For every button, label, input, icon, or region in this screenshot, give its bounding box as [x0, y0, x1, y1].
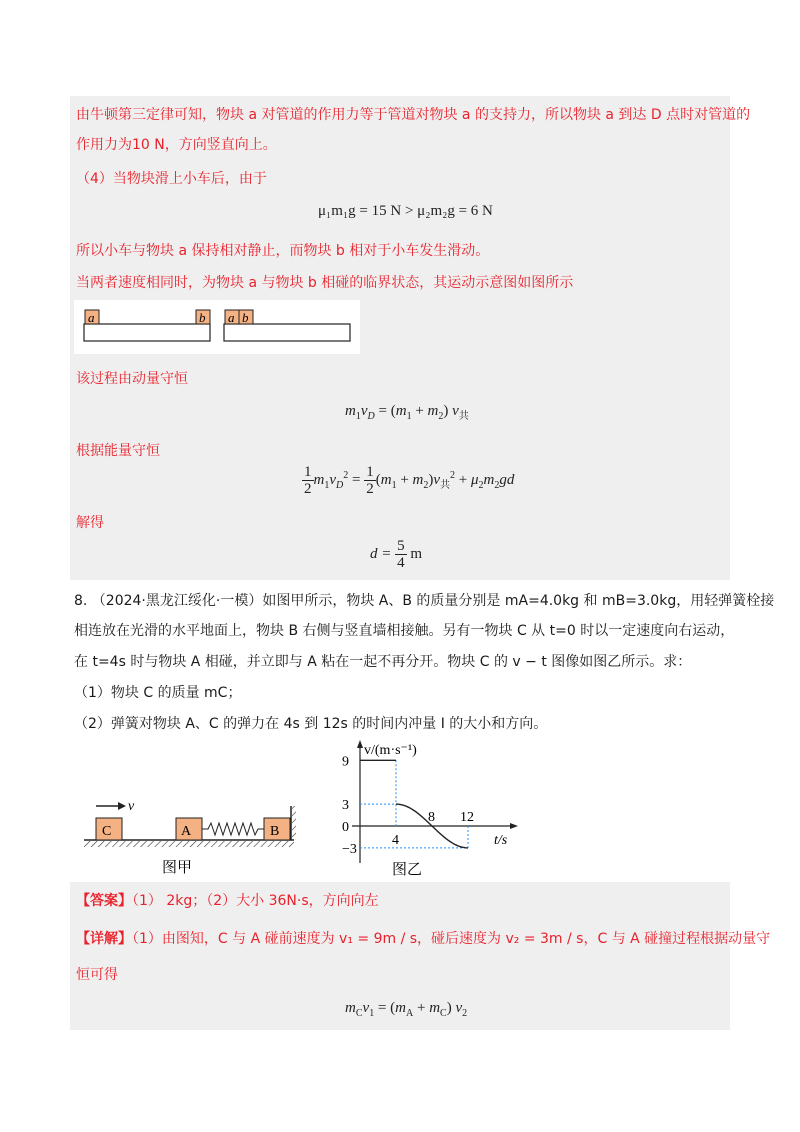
- equation-result-d: [370, 538, 422, 571]
- question-line-2: 相连放在光滑的水平地面上，物块 B 右侧与竖直墙相接触。另有一物块 C 从 t=0 时以一定速度向右运动，: [74, 623, 735, 639]
- eq4-unit: m: [410, 545, 423, 562]
- question-line-1: 8. （2024·黑龙江绥化·一模）如图甲所示，物块 A、B 的质量分别是 mA=4.0kg 和 mB=3.0kg，用轻弹簧栓接: [74, 593, 775, 609]
- solution-line-4: 当两者速度相同时，为物块 a 与物块 b 相碰的临界状态，其运动示意图如图所示: [76, 275, 574, 291]
- equation-detail-momentum: $m_Cv_1 = (m_A + m_C)$ $v_2$: [345, 1000, 468, 1019]
- block-a-label: A: [181, 824, 192, 839]
- solution-line-1: 由牛顿第三定律可知，物块 a 对管道的作用力等于管道对物块 a 的支持力，所以物块 a 到达 D 点时对管道的: [76, 107, 751, 123]
- question-part-2: （2）弹簧对物块 A、C 的弹力在 4s 到 12s 的时间内冲量 I 的大小和方向。: [74, 716, 548, 732]
- equation-momentum: $m_1v_D = (m_1 + m_2)$ $v_共$: [345, 403, 469, 422]
- x-tick-label: 8: [428, 810, 435, 825]
- answer-line: [76, 890, 379, 910]
- x-axis-label: t/s: [494, 833, 508, 848]
- motion-diagram: [74, 300, 360, 354]
- detail-text-1: （1）由图知，C 与 A 碰前速度为 v₁ = 9m / s，碰后速度为 v₂ = 3m / s，C 与 A 碰撞过程根据动量守: [132, 931, 771, 947]
- equation-friction: μ₁m₁g = 15 N > μ₂m₂g = 6 N: [318, 203, 493, 219]
- solution-line-3: 所以小车与物块 a 保持相对静止，而物块 b 相对于小车发生滑动。: [76, 243, 490, 259]
- answer-text: （1） 2kg；（2）大小 36N·s，方向向左: [132, 893, 379, 909]
- solve-text: 解得: [76, 515, 104, 531]
- y-tick-label: 0: [342, 820, 349, 835]
- solution-line-2: 作用力为10 N，方向竖直向上。: [76, 137, 277, 153]
- detail-line-1: [76, 928, 770, 948]
- y-tick-label: 3: [342, 798, 349, 814]
- eq4-denominator: 4: [397, 555, 405, 571]
- detail-label: 【详解】: [76, 931, 132, 947]
- figure-yi-caption: 图乙: [392, 862, 423, 878]
- figure-yi-vt-graph: [330, 738, 530, 880]
- answer-label: 【答案】: [76, 893, 132, 909]
- detail-line-2: 恒可得: [76, 967, 118, 983]
- block-c-label: C: [102, 824, 112, 839]
- momentum-text: 该过程由动量守恒: [76, 371, 188, 387]
- y-tick-label: 9: [342, 754, 349, 770]
- energy-text: 根据能量守恒: [76, 443, 160, 459]
- question-part-1: （1）物块 C 的质量 mC；: [74, 685, 242, 701]
- block-a-label-1: a: [88, 310, 95, 325]
- x-tick-label: 12: [460, 810, 474, 825]
- velocity-label: v: [128, 799, 135, 814]
- question-line-3: 在 t=4s 时与物块 A 相碰，并立即与 A 粘在一起不再分开。物块 C 的 v − t 图像如图乙所示。求：: [74, 654, 692, 670]
- block-b-label-2: b: [242, 310, 249, 325]
- figure-jia: [84, 790, 296, 880]
- y-tick-label: −3: [342, 841, 357, 857]
- eq4-numerator: 5: [397, 538, 405, 554]
- equation-energy: $\frac{1}{2}$ $m_1v_D^2$ = $\frac{1}{2}$ $(m_1 + m_2)v_共^2 + \mu_2m_2gd$: [304, 464, 515, 497]
- block-b-label-1: b: [199, 310, 206, 325]
- spring: [202, 823, 264, 835]
- eq4-lhs: d =: [370, 545, 392, 562]
- x-tick-label: 4: [392, 833, 399, 848]
- figure-jia-caption: 图甲: [162, 860, 193, 876]
- y-axis-label: v/(m·s⁻¹): [364, 743, 417, 758]
- block-b-label: B: [270, 824, 280, 839]
- block-a-label-2: a: [228, 310, 235, 325]
- solution-step-4: （4）当物块滑上小车后，由于: [76, 171, 267, 187]
